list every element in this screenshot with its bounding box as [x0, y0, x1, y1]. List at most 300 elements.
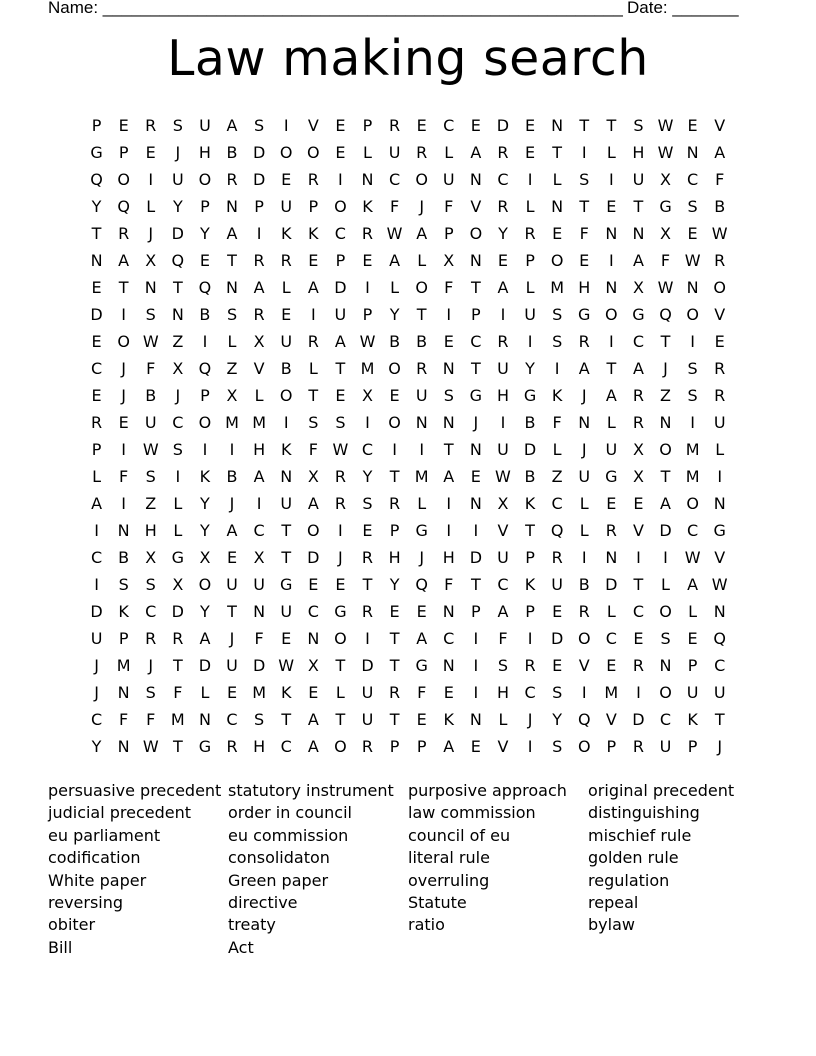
grid-letter: P — [443, 224, 454, 243]
grid-letter: L — [525, 278, 535, 297]
grid-letter: P — [335, 251, 346, 270]
grid-letter: N — [605, 224, 618, 243]
grid-letter: V — [605, 710, 617, 729]
grid-letter: O — [307, 143, 320, 162]
grid-letter: S — [687, 197, 698, 216]
grid-letter: W — [359, 332, 376, 351]
grid-row — [83, 382, 733, 409]
grid-letter: P — [471, 602, 481, 621]
grid-letter: I — [473, 521, 479, 540]
grid-letter: X — [226, 386, 238, 405]
grid-letter: J — [717, 737, 723, 756]
grid-letter: K — [118, 602, 129, 621]
grid-letter: I — [419, 440, 425, 459]
grid-letter: I — [446, 521, 452, 540]
grid-letter: N — [198, 710, 211, 729]
grid-letter: T — [443, 440, 454, 459]
grid-row — [83, 220, 733, 247]
grid-letter: S — [335, 413, 346, 432]
grid-letter: B — [118, 548, 130, 567]
grid-letter: L — [579, 494, 589, 513]
grid-letter: E — [416, 602, 427, 621]
grid-letter: F — [389, 197, 400, 216]
grid-letter: Z — [660, 386, 671, 405]
grid-letter: E — [389, 602, 400, 621]
grid-letter: N — [605, 278, 618, 297]
grid-letter: F — [444, 197, 454, 216]
grid-letter: G — [659, 197, 672, 216]
grid-letter: I — [581, 548, 587, 567]
grid-letter: S — [172, 116, 183, 135]
grid-letter: U — [632, 170, 645, 189]
grid-letter: Y — [91, 737, 102, 756]
grid-letter: U — [605, 440, 618, 459]
grid-letter: I — [500, 305, 506, 324]
grid-letter: I — [121, 440, 126, 459]
grid-letter: X — [497, 494, 509, 513]
grid-letter: R — [524, 224, 536, 243]
grid-letter: I — [527, 737, 533, 756]
grid-letter: O — [469, 224, 483, 243]
grid-letter: O — [307, 521, 320, 540]
grid-letter: U — [415, 386, 428, 405]
grid-letter: L — [552, 170, 562, 189]
grid-letter: T — [470, 575, 481, 594]
grid-letter: U — [497, 548, 509, 567]
grid-letter: C — [497, 575, 509, 594]
grid-letter: P — [525, 602, 535, 621]
grid-letter: I — [392, 440, 397, 459]
grid-letter: R — [361, 548, 374, 567]
grid-letter: Y — [200, 521, 210, 540]
grid-letter: D — [252, 656, 266, 675]
grid-letter: T — [389, 656, 400, 675]
grid-letter: O — [117, 170, 130, 189]
grid-letter: L — [688, 602, 698, 621]
grid-letter: O — [334, 197, 347, 216]
grid-letter: U — [524, 305, 536, 324]
grid-letter: A — [307, 710, 319, 729]
grid-letter: B — [389, 332, 401, 351]
grid-letter: C — [90, 710, 103, 729]
grid-letter: A — [307, 737, 319, 756]
grid-letter: A — [389, 251, 401, 270]
grid-letter: F — [146, 359, 156, 378]
grid-letter: K — [524, 494, 536, 513]
grid-letter: K — [551, 386, 563, 405]
grid-letter: A — [253, 467, 265, 486]
grid-letter: I — [554, 359, 560, 378]
grid-letter: U — [686, 683, 699, 702]
grid-letter: W — [711, 575, 728, 594]
grid-letter: M — [550, 278, 565, 297]
grid-letter: C — [307, 602, 319, 621]
grid-letter: E — [281, 305, 292, 324]
grid-letter: E — [199, 251, 210, 270]
grid-letter: E — [281, 170, 292, 189]
grid-letter: E — [308, 683, 319, 702]
grid-letter: O — [577, 629, 591, 648]
grid-letter: Q — [577, 710, 591, 729]
word-list-item: bylaw — [588, 915, 635, 935]
grid-letter: E — [579, 251, 590, 270]
grid-letter: N — [713, 494, 726, 513]
word-list-item: treaty — [228, 915, 276, 935]
grid-letter: E — [281, 629, 292, 648]
grid-letter: E — [470, 737, 481, 756]
grid-letter: P — [254, 197, 264, 216]
grid-letter: U — [361, 683, 374, 702]
grid-letter: V — [714, 116, 726, 135]
word-list-item: Statute — [408, 893, 467, 913]
grid-letter: S — [254, 710, 265, 729]
grid-letter: I — [608, 332, 614, 351]
grid-letter: G — [280, 575, 293, 594]
grid-letter: I — [202, 440, 208, 459]
grid-letter: N — [415, 413, 428, 432]
grid-letter: I — [473, 629, 479, 648]
grid-letter: I — [338, 521, 343, 540]
grid-letter: U — [144, 413, 157, 432]
word-list-item: statutory instrument — [228, 781, 394, 800]
grid-letter: S — [687, 386, 698, 405]
grid-letter: Y — [200, 224, 210, 243]
grid-letter: J — [121, 386, 126, 405]
grid-letter: K — [524, 575, 536, 594]
grid-letter: N — [659, 413, 672, 432]
grid-letter: A — [497, 278, 509, 297]
grid-letter: E — [335, 143, 346, 162]
grid-row — [83, 301, 733, 328]
grid-letter: D — [469, 548, 483, 567]
grid-letter: R — [280, 251, 292, 270]
grid-letter: L — [417, 494, 427, 513]
grid-letter: G — [90, 143, 103, 162]
grid-letter: N — [551, 116, 564, 135]
word-list-item: regulation — [588, 870, 670, 890]
grid-letter: N — [469, 170, 482, 189]
grid-letter: X — [443, 251, 455, 270]
grid-letter: N — [253, 602, 266, 621]
grid-letter: P — [471, 305, 481, 324]
grid-letter: R — [497, 197, 509, 216]
grid-letter: T — [470, 359, 481, 378]
word-list-item: Act — [228, 937, 254, 957]
grid-letter: K — [362, 197, 373, 216]
grid-letter: N — [578, 413, 591, 432]
grid-letter: T — [389, 629, 400, 648]
grid-letter: S — [172, 440, 183, 459]
grid-letter: O — [713, 278, 726, 297]
grid-letter: E — [308, 575, 319, 594]
grid-letter: X — [253, 332, 265, 351]
grid-letter: M — [604, 683, 619, 702]
grid-letter: N — [551, 197, 564, 216]
grid-letter: Q — [415, 575, 428, 594]
grid-letter: S — [579, 170, 590, 189]
grid-letter: S — [308, 413, 319, 432]
grid-letter: T — [227, 251, 237, 270]
grid-letter: F — [715, 170, 725, 189]
grid-letter: F — [254, 629, 264, 648]
grid-letter: J — [229, 494, 235, 513]
grid-letter: C — [280, 737, 292, 756]
grid-letter: I — [283, 116, 289, 135]
grid-letter: U — [253, 575, 265, 594]
grid-letter: I — [636, 548, 641, 567]
grid-row — [83, 409, 733, 436]
grid-letter: T — [281, 548, 292, 567]
grid-letter: F — [308, 440, 318, 459]
grid-letter: J — [94, 656, 99, 675]
grid-letter: S — [145, 467, 156, 486]
grid-letter: C — [551, 494, 563, 513]
grid-letter: D — [90, 305, 103, 324]
grid-letter: X — [253, 548, 265, 567]
grid-letter: N — [361, 170, 374, 189]
grid-letter: L — [525, 197, 535, 216]
grid-letter: N — [442, 413, 455, 432]
grid-row — [83, 544, 733, 571]
grid-letter: A — [632, 251, 644, 270]
word-list-item: golden rule — [588, 848, 679, 868]
grid-letter: O — [415, 278, 428, 297]
grid-letter: R — [118, 224, 130, 243]
grid-letter: N — [659, 656, 672, 675]
grid-letter: E — [91, 386, 102, 405]
grid-letter: B — [578, 575, 590, 594]
grid-letter: F — [660, 251, 671, 270]
grid-letter: Y — [525, 359, 535, 378]
grid-letter: P — [118, 143, 129, 162]
grid-letter: N — [90, 251, 103, 270]
grid-letter: R — [90, 413, 103, 432]
grid-letter: X — [660, 170, 671, 189]
word-list-column — [48, 780, 228, 959]
grid-letter: I — [229, 440, 235, 459]
grid-letter: V — [714, 548, 726, 567]
grid-letter: K — [280, 440, 292, 459]
grid-letter: G — [415, 521, 428, 540]
grid-letter: C — [90, 548, 103, 567]
grid-letter: N — [442, 602, 455, 621]
grid-letter: C — [145, 602, 157, 621]
grid-letter: X — [307, 467, 319, 486]
word-list-item: Green paper — [228, 870, 329, 890]
grid-letter: L — [173, 494, 183, 513]
grid-letter: U — [226, 656, 238, 675]
grid-letter: F — [579, 224, 589, 243]
grid-letter: J — [419, 197, 425, 216]
grid-letter: D — [605, 575, 618, 594]
grid-letter: Q — [198, 278, 212, 297]
grid-letter: P — [362, 116, 373, 135]
grid-letter: D — [496, 116, 510, 135]
grid-letter: E — [443, 332, 454, 351]
grid-letter: I — [446, 494, 452, 513]
grid-letter: R — [714, 251, 726, 270]
grid-letter: I — [608, 251, 614, 270]
grid-letter: P — [416, 737, 427, 756]
grid-letter: A — [91, 494, 103, 513]
grid-letter: S — [552, 737, 563, 756]
grid-letter: O — [659, 602, 672, 621]
grid-letter: V — [497, 737, 509, 756]
word-list-item: law commission — [408, 803, 536, 823]
grid-letter: F — [146, 710, 156, 729]
grid-letter: R — [578, 602, 590, 621]
date-field-line: Date: _______ — [627, 0, 739, 17]
grid-letter: M — [116, 656, 131, 675]
grid-letter: J — [175, 386, 181, 405]
grid-letter: K — [308, 224, 319, 243]
grid-letter: S — [145, 683, 156, 702]
grid-letter: R — [605, 521, 617, 540]
grid-letter: V — [632, 521, 644, 540]
grid-letter: P — [200, 197, 210, 216]
grid-letter: R — [551, 548, 563, 567]
grid-letter: R — [524, 656, 536, 675]
grid-letter: D — [632, 710, 645, 729]
grid-letter: I — [690, 413, 695, 432]
grid-letter: X — [307, 656, 319, 675]
grid-letter: P — [687, 737, 698, 756]
grid-letter: L — [200, 683, 210, 702]
grid-letter: N — [117, 737, 130, 756]
grid-letter: Z — [226, 359, 238, 378]
grid-letter: A — [226, 521, 238, 540]
grid-letter: M — [685, 467, 700, 486]
grid-letter: B — [226, 143, 238, 162]
grid-letter: I — [717, 467, 723, 486]
grid-letter: T — [470, 278, 481, 297]
grid-letter: E — [118, 413, 129, 432]
grid-letter: T — [335, 710, 346, 729]
grid-letter: C — [497, 170, 509, 189]
grid-letter: T — [362, 575, 373, 594]
word-list-item: reversing — [48, 893, 124, 913]
grid-letter: J — [229, 629, 235, 648]
grid-letter: S — [687, 359, 698, 378]
grid-row — [83, 652, 733, 679]
grid-letter: G — [415, 656, 428, 675]
grid-letter: I — [256, 494, 262, 513]
grid-letter: N — [686, 143, 699, 162]
grid-letter: C — [253, 521, 265, 540]
grid-letter: L — [254, 386, 264, 405]
grid-letter: D — [171, 224, 184, 243]
grid-letter: I — [338, 170, 343, 189]
grid-letter: M — [414, 467, 429, 486]
grid-letter: V — [253, 359, 265, 378]
grid-letter: W — [386, 224, 403, 243]
grid-row — [83, 490, 733, 517]
grid-letter: R — [334, 494, 346, 513]
grid-letter: U — [713, 413, 726, 432]
grid-letter: G — [469, 386, 483, 405]
grid-letter: I — [94, 521, 99, 540]
grid-letter: A — [307, 278, 319, 297]
word-list-item: mischief rule — [588, 825, 692, 845]
grid-letter: Y — [200, 494, 210, 513]
grid-letter: S — [660, 629, 671, 648]
grid-letter: R — [632, 386, 644, 405]
grid-letter: L — [606, 143, 616, 162]
grid-letter: C — [90, 359, 103, 378]
word-list-column — [588, 780, 768, 959]
grid-letter: L — [281, 278, 291, 297]
grid-letter: L — [227, 332, 237, 351]
grid-letter: R — [307, 332, 319, 351]
grid-row — [83, 679, 733, 706]
grid-letter: I — [283, 413, 289, 432]
word-list-item: eu commission — [228, 825, 349, 845]
grid-letter: U — [90, 629, 103, 648]
grid-letter: C — [524, 683, 536, 702]
grid-letter: Y — [200, 602, 210, 621]
grid-letter: W — [142, 332, 159, 351]
grid-letter: D — [171, 602, 184, 621]
grid-letter: I — [148, 170, 154, 189]
grid-letter: S — [145, 575, 156, 594]
grid-letter: I — [365, 629, 370, 648]
grid-letter: T — [172, 737, 183, 756]
grid-letter: J — [663, 359, 668, 378]
grid-letter: N — [144, 278, 157, 297]
grid-letter: O — [117, 332, 130, 351]
grid-letter: R — [497, 332, 509, 351]
grid-letter: U — [659, 737, 672, 756]
grid-letter: I — [473, 656, 479, 675]
grid-letter: R — [416, 359, 428, 378]
grid-letter: O — [415, 170, 428, 189]
grid-letter: N — [117, 521, 130, 540]
grid-letter: F — [552, 413, 562, 432]
grid-letter: C — [226, 710, 238, 729]
word-list-item: obiter — [48, 915, 96, 935]
grid-letter: H — [442, 548, 455, 567]
grid-letter: N — [226, 197, 238, 216]
grid-letter: S — [497, 656, 509, 675]
grid-letter: I — [527, 629, 533, 648]
grid-letter: P — [606, 737, 617, 756]
grid-letter: A — [416, 224, 428, 243]
grid-letter: E — [633, 494, 644, 513]
grid-letter: O — [334, 737, 347, 756]
grid-letter: D — [198, 656, 212, 675]
word-list-item: literal rule — [408, 848, 490, 868]
word-list-item: judicial precedent — [48, 803, 192, 823]
grid-letter: J — [175, 143, 181, 162]
grid-letter: I — [365, 413, 370, 432]
grid-letter: D — [334, 278, 347, 297]
grid-letter: E — [416, 116, 427, 135]
letter-grid — [83, 112, 733, 760]
grid-letter: K — [280, 683, 292, 702]
grid-letter: Y — [172, 197, 183, 216]
grid-letter: N — [469, 440, 482, 459]
grid-letter: R — [172, 629, 184, 648]
grid-letter: C — [334, 224, 346, 243]
grid-letter: L — [390, 278, 400, 297]
grid-letter: I — [94, 575, 99, 594]
grid-letter: L — [335, 683, 345, 702]
grid-letter: C — [632, 332, 644, 351]
grid-letter: R — [361, 602, 374, 621]
grid-letter: T — [91, 224, 102, 243]
grid-letter: C — [632, 602, 644, 621]
grid-letter: D — [523, 440, 537, 459]
